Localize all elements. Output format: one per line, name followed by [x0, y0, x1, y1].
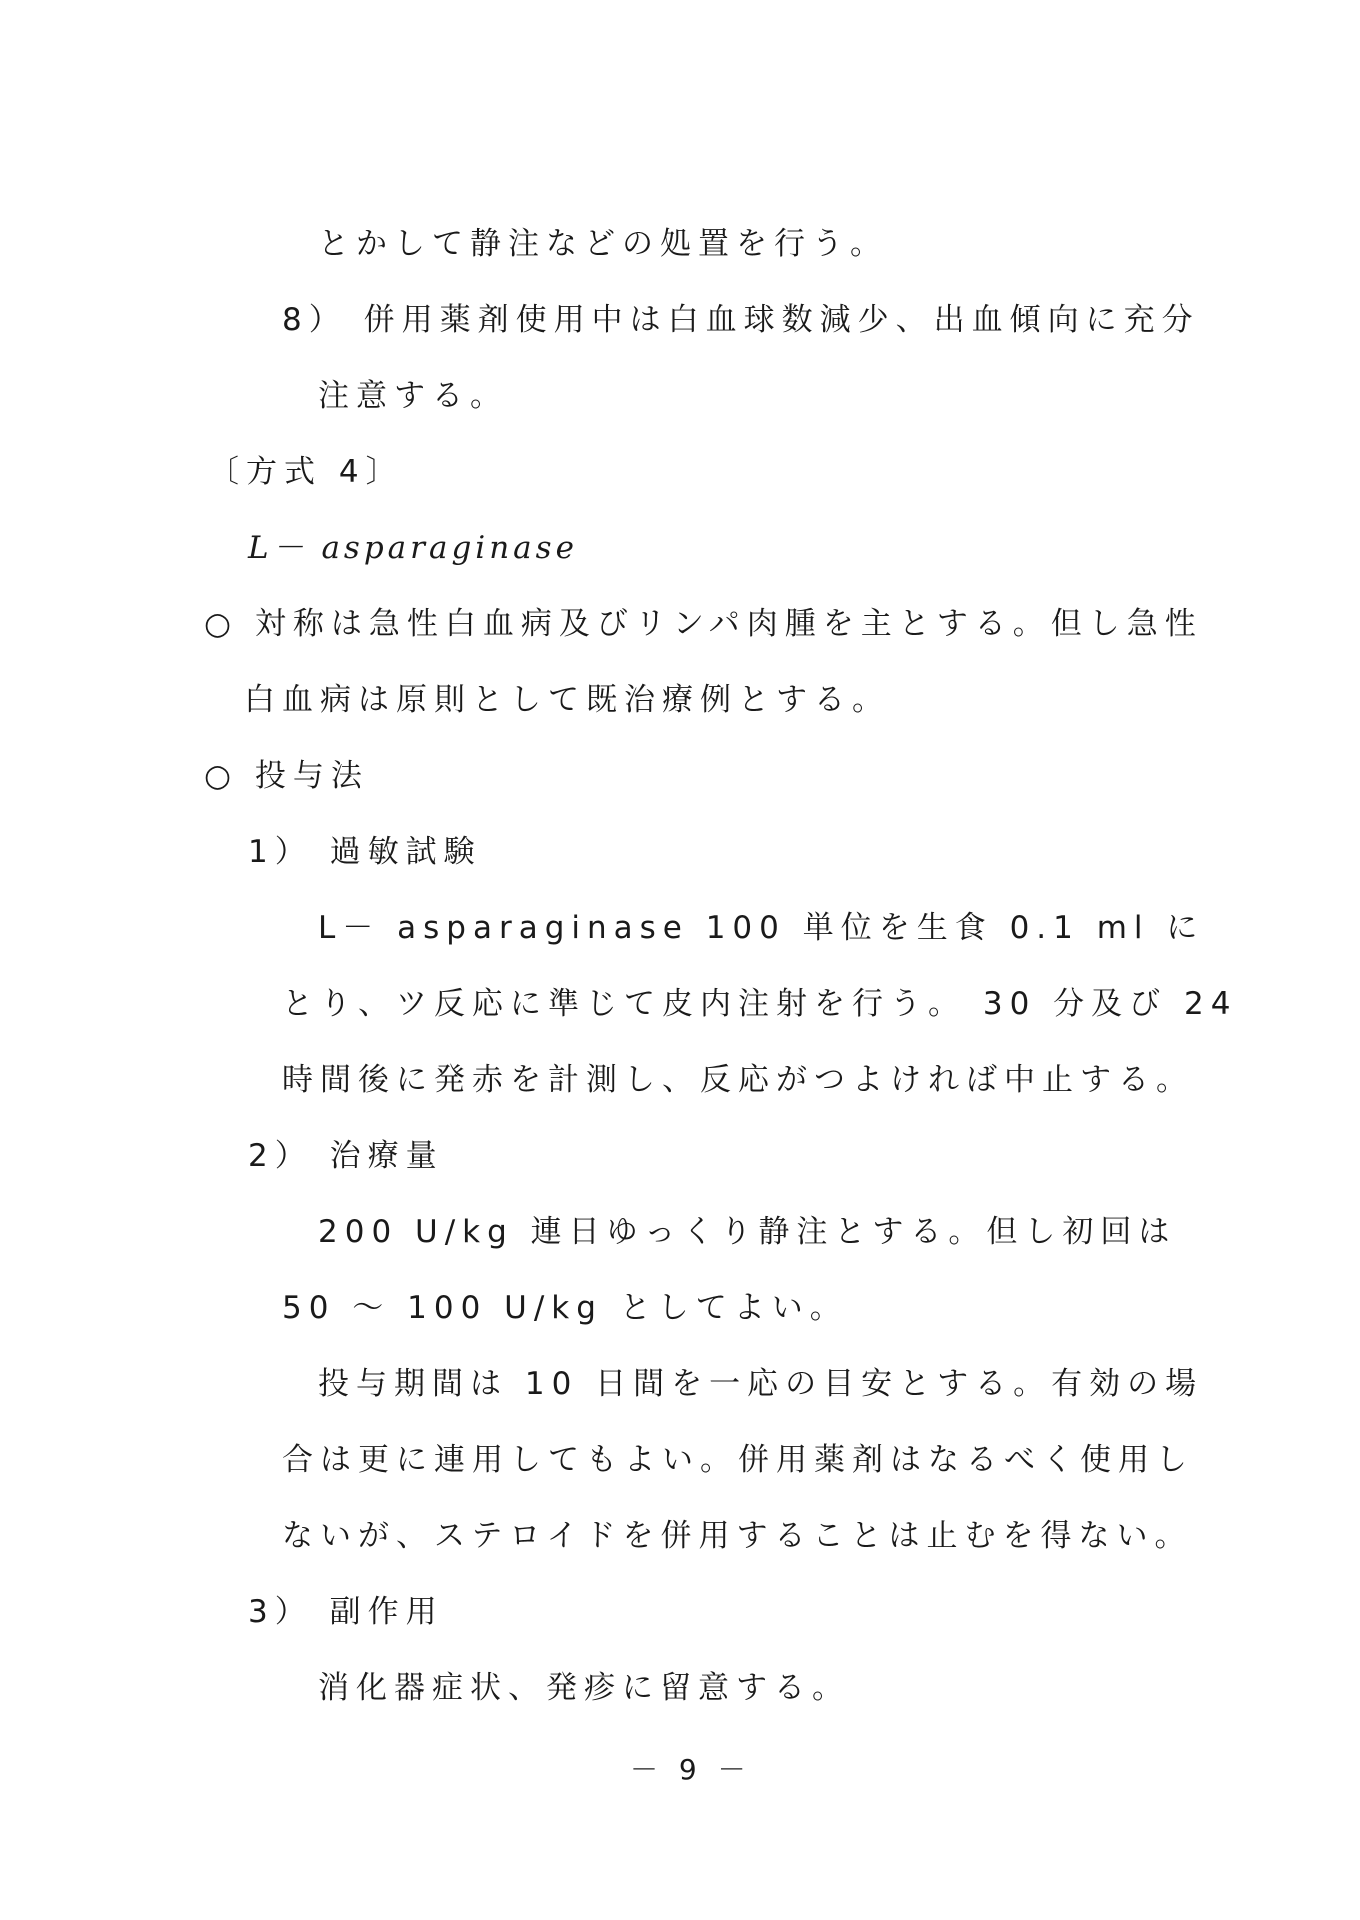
text-line: とり、ツ反応に準じて皮内注射を行う。 30 分及び 24: [282, 986, 1238, 1022]
text-line: 消化器症状、発疹に留意する。: [318, 1670, 850, 1706]
drug-name-heading: L－ asparaginase: [248, 530, 578, 566]
text-line: とかして静注などの処置を行う。: [318, 226, 888, 262]
text-line: 8） 併用薬剤使用中は白血球数減少、出血傾向に充分: [282, 302, 1200, 338]
text-line: 投与期間は 10 日間を一応の目安とする。有効の場: [318, 1366, 1204, 1402]
numbered-heading: 3） 副作用: [248, 1594, 444, 1630]
numbered-heading: 2） 治療量: [248, 1138, 444, 1174]
text-line: 白血病は原則として既治療例とする。: [244, 682, 890, 718]
text-line: 200 U/kg 連日ゆっくり静注とする。但し初回は: [318, 1214, 1177, 1250]
text-line: ないが、ステロイドを併用することは止むを得ない。: [282, 1518, 1193, 1554]
text-line: 時間後に発赤を計測し、反応がつよければ中止する。: [282, 1062, 1194, 1098]
text-line: 注意する。: [318, 378, 508, 414]
text-line: ○ 対称は急性白血病及びリンパ肉腫を主とする。但し急性: [204, 606, 1203, 642]
text-line: 50 ～ 100 U/kg としてよい。: [282, 1290, 848, 1326]
numbered-heading: 1） 過敏試験: [248, 834, 482, 870]
text-line: 合は更に連用してもよい。併用薬剤はなるべく使用し: [282, 1442, 1194, 1478]
text-line: L－ asparaginase 100 単位を生食 0.1 ml に: [318, 910, 1205, 946]
page-number: － 9 －: [630, 1753, 752, 1786]
subsection-heading: ○ 投与法: [204, 758, 369, 794]
section-heading: 〔方式 4〕: [208, 454, 404, 490]
